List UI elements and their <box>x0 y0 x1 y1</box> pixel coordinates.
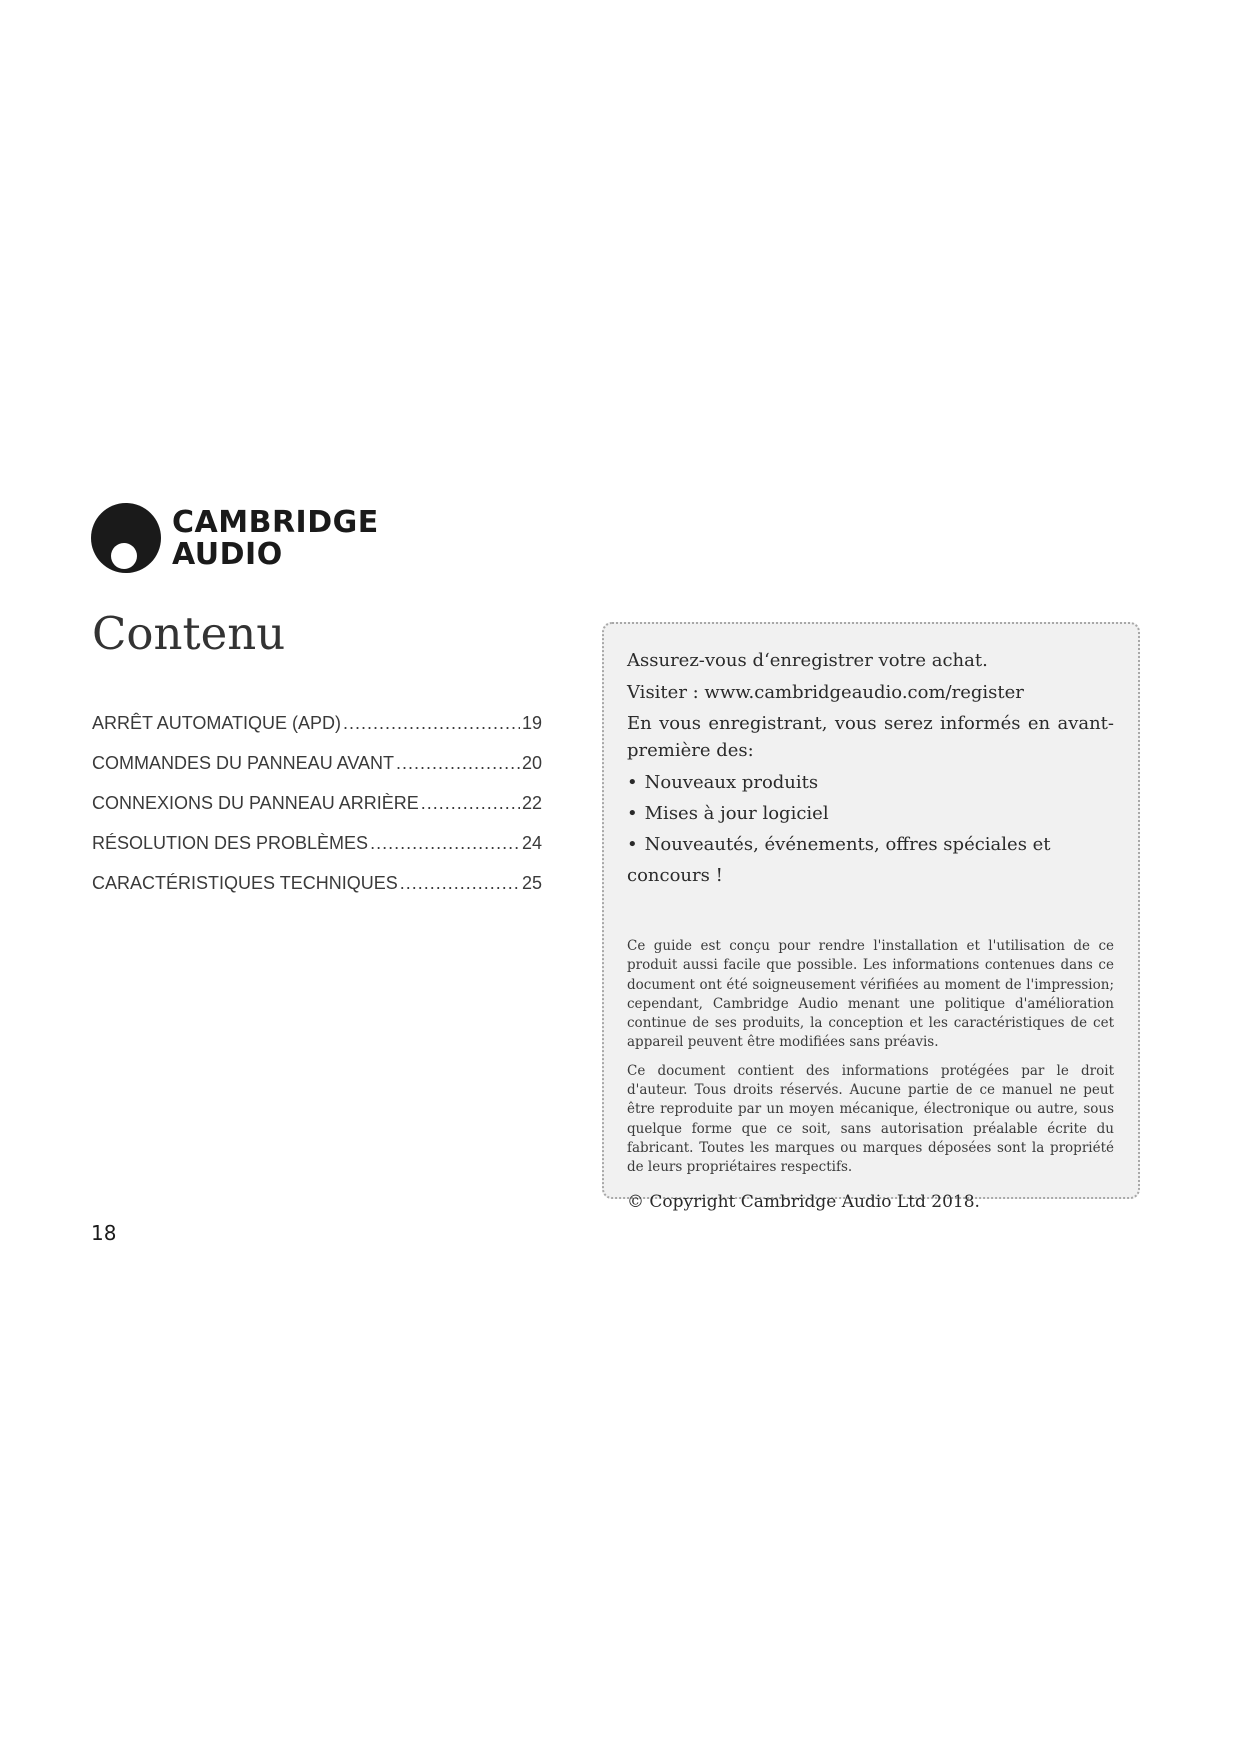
benefits-list <box>627 767 1114 891</box>
toc-item-front-panel-controls[interactable] <box>92 753 542 793</box>
list-item: • Nouveaux produits <box>627 767 1114 798</box>
list-item: • Nouveautés, événements, offres spéciales et concours ! <box>627 829 1114 891</box>
register-purchase-text: Assurez-vous d‘enregistrer votre achat. <box>627 650 988 671</box>
logo-wordmark <box>172 507 379 571</box>
toc-item-page: 25 <box>521 873 542 893</box>
list-item: • Mises à jour logiciel <box>627 798 1114 829</box>
toc-dot-leader <box>343 713 520 734</box>
logo-line-1: CAMBRIDGE <box>172 505 379 540</box>
toc-dot-leader <box>421 793 520 814</box>
copyright-notice-paragraph: Ce document contient des informations protégées par le droit d'auteur. Tous droits réservés. Aucune partie de ce manuel ne peut être reproduite par un moyen mécanique, électronique ou autre, sous quelque forme que ce soit, sans autorisation préalable écrite du fabricant. Toutes les marques ou marques déposées sont la propriété de leurs propriétaires respectifs. <box>627 1062 1114 1176</box>
toc-item-apd[interactable] <box>92 713 542 753</box>
toc-item-rear-panel-connections[interactable] <box>92 793 542 833</box>
toc-item-page: 20 <box>521 753 542 773</box>
cambridge-audio-logo <box>91 499 391 579</box>
copyright-line: © Copyright Cambridge Audio Ltd 2018. <box>627 1191 980 1212</box>
toc-item-page: 22 <box>521 793 542 813</box>
page-number: 18 <box>91 1221 117 1245</box>
registration-info-box <box>602 622 1140 1212</box>
toc-dot-leader <box>396 753 520 774</box>
register-benefits-intro: En vous enregistrant, vous serez informés en avant-première des: <box>627 713 1114 761</box>
register-url-text[interactable]: Visiter : www.cambridgeaudio.com/register <box>627 682 1024 703</box>
toc-item-label: CARACTÉRISTIQUES TECHNIQUES <box>92 873 398 893</box>
toc-item-label: CONNEXIONS DU PANNEAU ARRIÈRE <box>92 793 419 813</box>
toc-item-label: ARRÊT AUTOMATIQUE (APD) <box>92 713 342 733</box>
table-of-contents <box>92 713 542 913</box>
logo-line-2: AUDIO <box>172 537 283 572</box>
logo-circle-icon <box>91 503 161 573</box>
toc-item-troubleshooting[interactable] <box>92 833 542 873</box>
toc-item-label: COMMANDES DU PANNEAU AVANT <box>92 753 395 773</box>
toc-item-technical-specifications[interactable] <box>92 873 542 913</box>
toc-dot-leader <box>400 873 520 894</box>
toc-item-page: 24 <box>521 833 542 853</box>
page-title: Contenu <box>92 607 286 660</box>
toc-dot-leader <box>370 833 520 854</box>
toc-item-page: 19 <box>521 713 542 733</box>
disclaimer-paragraph: Ce guide est conçu pour rendre l'installation et l'utilisation de ce produit aussi facile que possible. Les informations contenues dans ce document ont été soigneusement vérifiées au moment de l'impression; cependant, Cambridge Audio menant une politique d'amélioration continue de ses produits, la conception et les caractéristiques de cet appareil peuvent être modifiées sans préavis. <box>627 938 1114 1051</box>
toc-item-label: RÉSOLUTION DES PROBLÈMES <box>92 833 369 853</box>
